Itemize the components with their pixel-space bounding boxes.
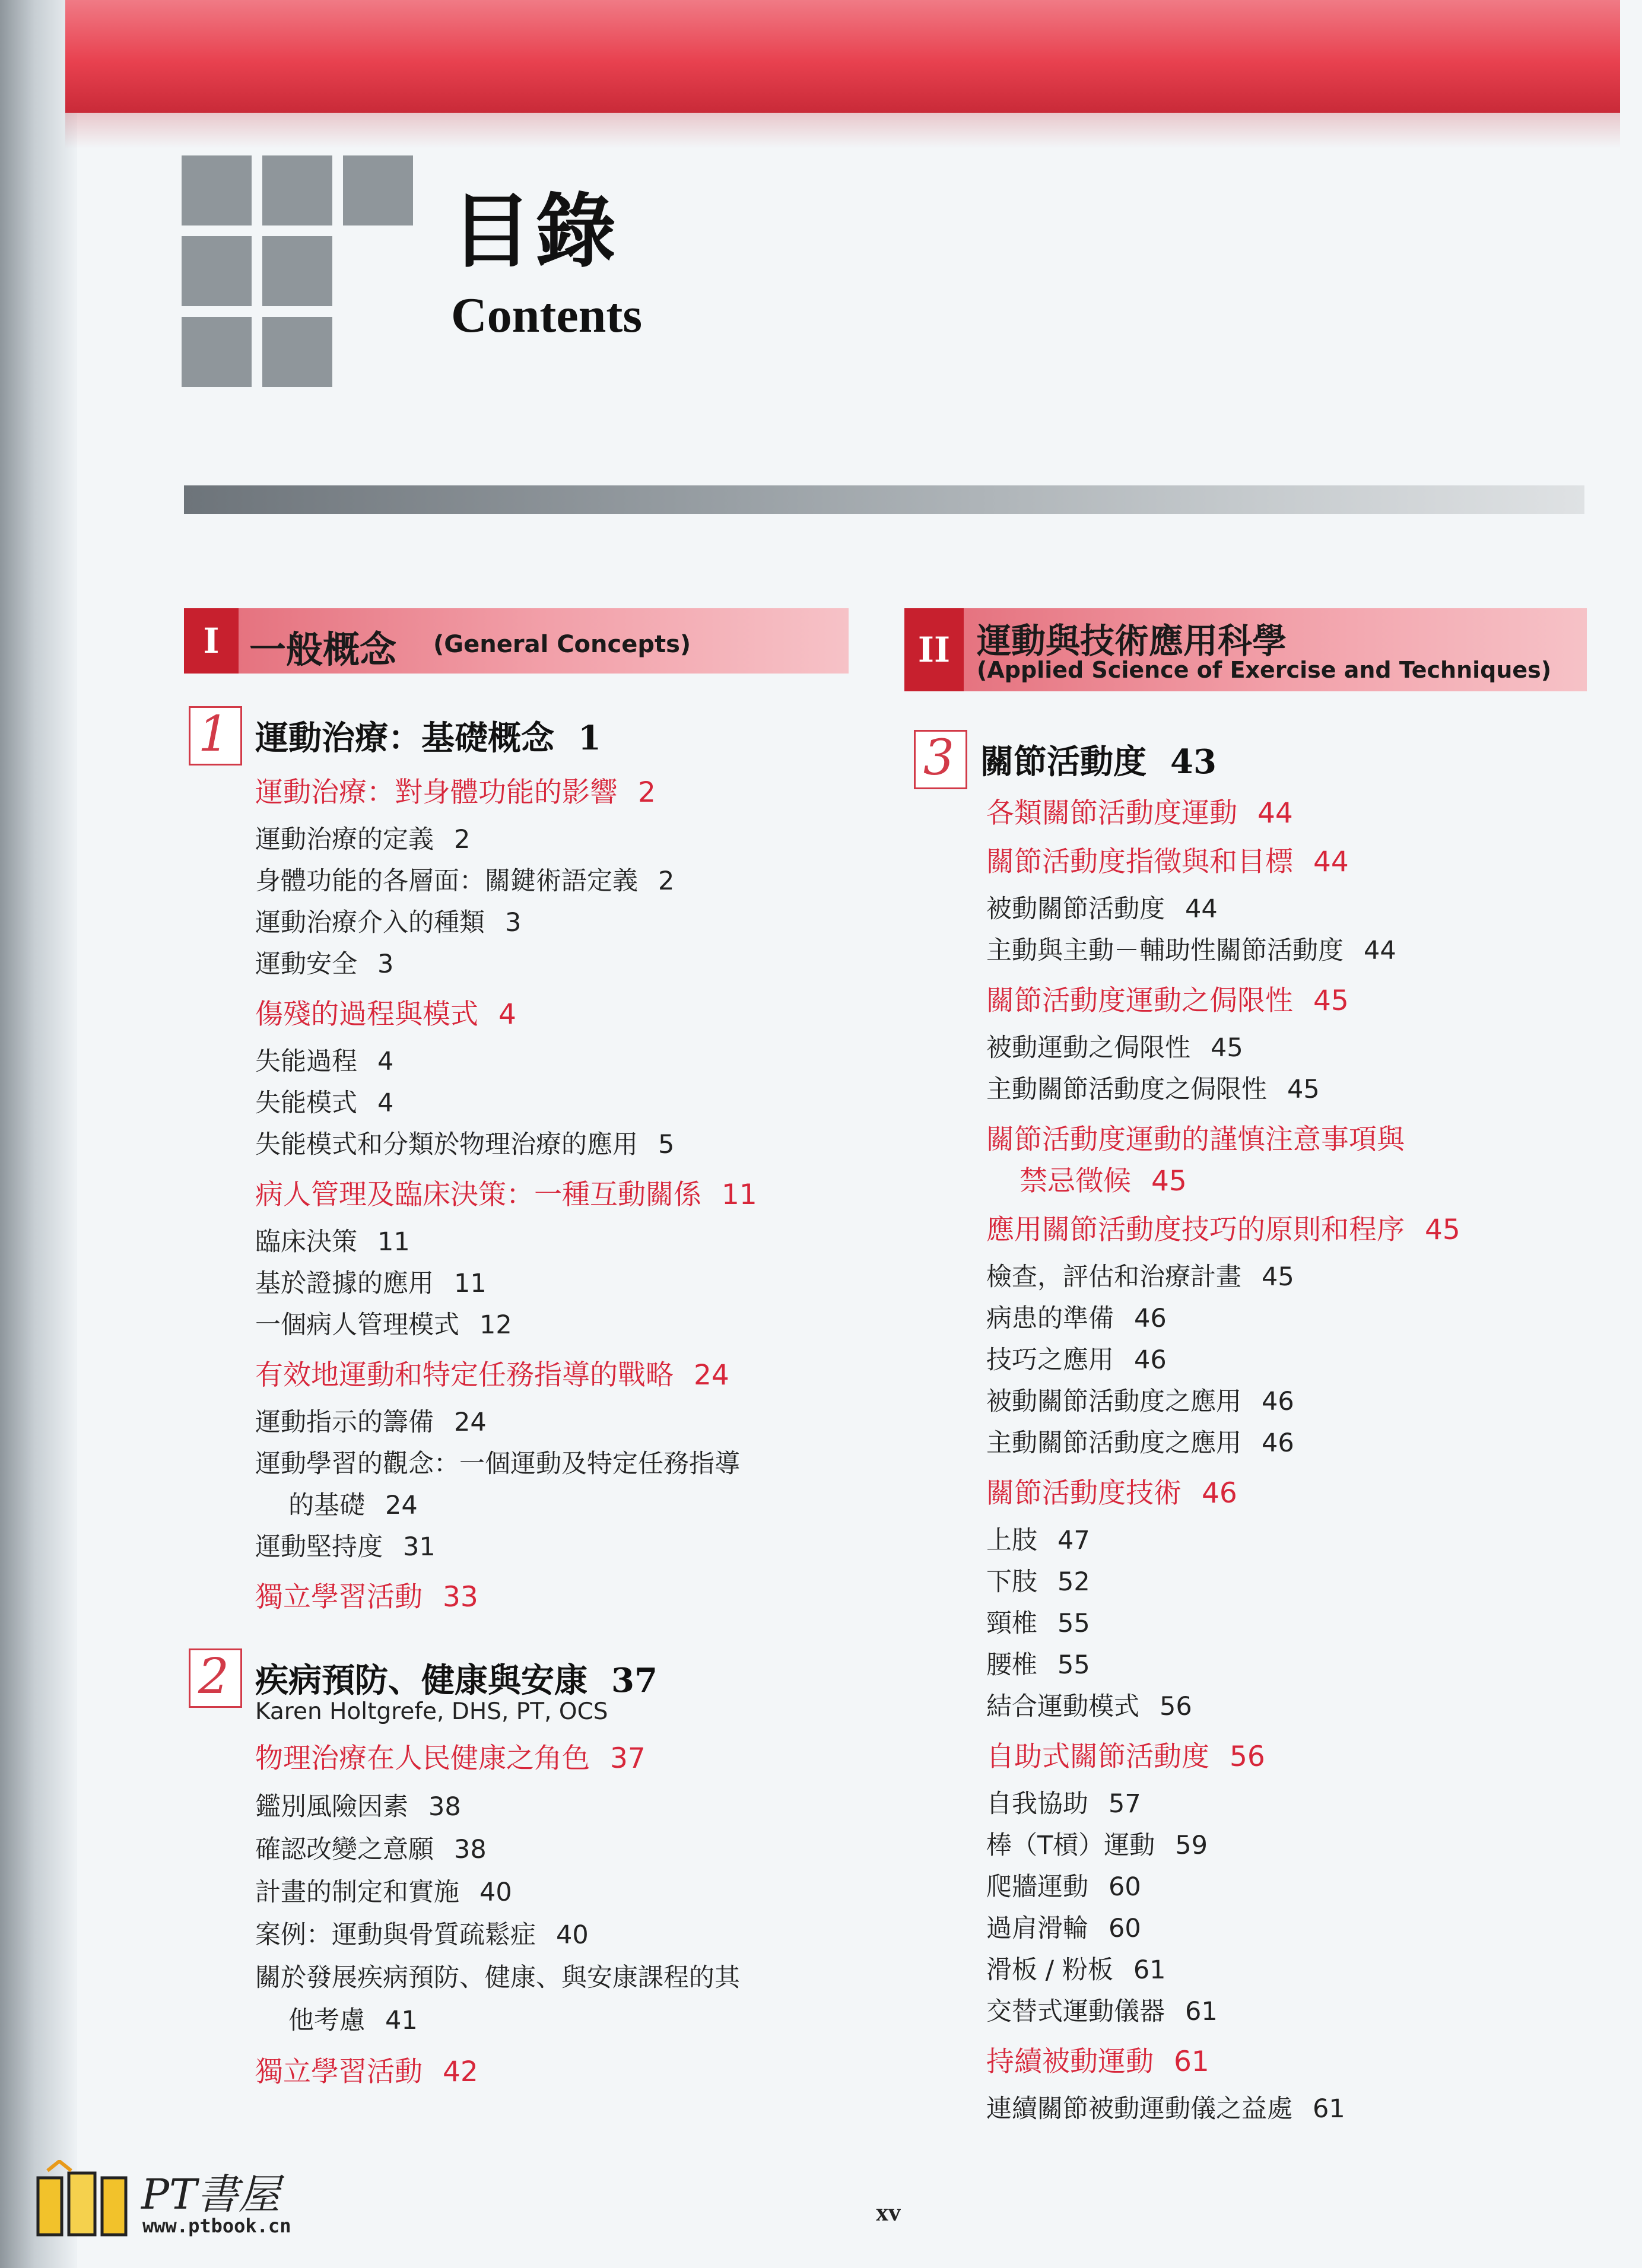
toc-subsection-entry[interactable] (255, 910, 521, 936)
chapter-heading-1 (189, 706, 841, 765)
toc-subsection-entry[interactable] (255, 1310, 512, 1340)
entry-page-number: 45 (1151, 1165, 1187, 1197)
toc-subsection-entry[interactable] (986, 1650, 1090, 1680)
entry-title: 傷殘的過程與模式 (255, 998, 478, 1031)
entry-title: 運動治療：對身體功能的影響 (255, 776, 618, 809)
toc-subsection-entry[interactable] (986, 1872, 1141, 1902)
entry-title: 病患的準備 (986, 1304, 1114, 1333)
entry-title: 應用關節活動度技巧的原則和程序 (986, 1214, 1405, 1246)
toc-subsection-entry[interactable] (986, 1077, 1320, 1103)
toc-section-heading[interactable] (255, 1583, 478, 1611)
logo-brand-text: PT書屋 (141, 2170, 280, 2219)
entry-title: 關節活動度指徵與和目標 (986, 846, 1293, 878)
part-number: II (904, 608, 964, 691)
toc-subsection-entry[interactable] (986, 1306, 1167, 1332)
chapter-heading-3 (914, 730, 1567, 789)
chapter-title: 關節活動度 (980, 742, 1146, 782)
entry-page-number: 4 (377, 1088, 394, 1118)
entry-title: 被動運動之侷限性 (986, 1033, 1190, 1063)
entry-page-number: 44 (1257, 797, 1293, 830)
entry-title: 臨床決策 (255, 1227, 357, 1257)
toc-section-heading[interactable] (986, 848, 1349, 876)
toc-subsection-entry[interactable] (288, 2008, 418, 2034)
entry-page-number: 3 (505, 908, 522, 938)
entry-page-number: 61 (1185, 1997, 1218, 2026)
toc-subsection-entry[interactable] (986, 894, 1218, 924)
entry-title: 禁忌徵候 (1019, 1165, 1131, 1197)
entry-title: 運動安全 (255, 949, 357, 979)
entry-page-number: 40 (479, 1878, 512, 1907)
toc-subsection-entry[interactable] (255, 1451, 740, 1477)
entry-page-number: 31 (403, 1532, 436, 1562)
toc-subsection-entry[interactable] (255, 1088, 394, 1118)
entry-page-number: 60 (1109, 1872, 1141, 1902)
toc-subsection-entry[interactable] (255, 1880, 512, 1905)
entry-page-number: 2 (454, 825, 471, 855)
toc-subsection-entry[interactable] (986, 1262, 1294, 1292)
chapter-title-line (255, 712, 601, 760)
entry-title: 滑板 / 粉板 (986, 1955, 1113, 1985)
toc-section-heading[interactable] (255, 1742, 646, 1775)
entry-page-number: 56 (1230, 1740, 1265, 1773)
part-heading-i (184, 608, 849, 674)
entry-title: 下肢 (986, 1567, 1037, 1597)
entry-page-number: 41 (385, 2006, 418, 2035)
entry-page-number: 45 (1262, 1262, 1294, 1292)
chapter-title-line (980, 736, 1217, 783)
part-subtitle: (Applied Science of Exercise and Techniques) (977, 657, 1552, 683)
books-icon (36, 2160, 131, 2237)
toc-subsection-entry[interactable] (255, 1965, 740, 1991)
entry-title: 失能模式 (255, 1088, 357, 1118)
entry-title: 運動治療的定義 (255, 825, 434, 855)
toc-subsection-entry[interactable] (986, 1694, 1192, 1720)
entry-title: 運動指示的籌備 (255, 1408, 434, 1437)
toc-section-heading[interactable] (986, 984, 1349, 1017)
entry-title: 一個病人管理模式 (255, 1310, 459, 1340)
entry-title: 技巧之應用 (986, 1345, 1114, 1375)
toc-subsection-entry[interactable] (255, 1794, 461, 1820)
toc-subsection-entry[interactable] (255, 1271, 487, 1297)
toc-section-heading[interactable] (986, 2045, 1209, 2078)
toc-subsection-entry[interactable] (986, 1611, 1090, 1637)
toc-subsection-entry[interactable] (255, 1837, 487, 1863)
entry-page-number: 60 (1109, 1914, 1141, 1943)
entry-page-number: 61 (1313, 2094, 1345, 2124)
entry-title: 被動關節活動度之應用 (986, 1387, 1241, 1416)
toc-section-heading[interactable] (255, 2058, 478, 2086)
entry-title: 失能模式和分類於物理治療的應用 (255, 1130, 638, 1160)
entry-page-number: 52 (1057, 1567, 1090, 1597)
entry-page-number: 38 (428, 1792, 461, 1822)
chapter-author: Karen Holtgrefe, DHS, PT, OCS (255, 1698, 608, 1725)
decorative-square-grid (182, 155, 413, 399)
header-color-band (65, 0, 1620, 113)
page-number: xv (876, 2199, 901, 2226)
entry-page-number: 44 (1313, 846, 1349, 878)
entry-page-number: 11 (377, 1227, 410, 1257)
entry-title: 關節活動度運動之侷限性 (986, 984, 1293, 1017)
entry-page-number: 46 (1262, 1428, 1294, 1458)
entry-title: 持續被動運動 (986, 2045, 1154, 2078)
toc-subsection-entry[interactable] (255, 1049, 393, 1075)
toc-subsection-entry[interactable] (986, 1567, 1090, 1597)
entry-page-number: 24 (385, 1491, 418, 1520)
toc-section-heading[interactable] (986, 1216, 1460, 1244)
toc-subsection-entry[interactable] (986, 1345, 1167, 1375)
entry-page-number: 46 (1134, 1304, 1167, 1333)
entry-title: 關節活動度運動的謹慎注意事項與 (986, 1123, 1405, 1156)
toc-section-heading[interactable] (255, 1181, 757, 1209)
toc-subsection-entry[interactable] (255, 1410, 487, 1435)
entry-title: 運動治療介入的種類 (255, 908, 485, 938)
toc-subsection-entry[interactable] (986, 2094, 1345, 2124)
toc-section-heading[interactable] (986, 1740, 1265, 1773)
entry-page-number: 12 (479, 1310, 512, 1340)
entry-page-number: 3 (377, 949, 394, 979)
toc-section-heading[interactable] (986, 1477, 1237, 1510)
page-title-english: Contents (451, 288, 643, 343)
logo-url-text: www.ptbook.cn (142, 2215, 291, 2237)
entry-page-number: 46 (1262, 1387, 1294, 1416)
publisher-logo (36, 2148, 368, 2249)
entry-title: 確認改變之意願 (255, 1835, 434, 1864)
toc-subsection-entry[interactable] (288, 1493, 418, 1519)
entry-title: 連續關節被動運動儀之益處 (986, 2094, 1292, 2124)
entry-title: 上肢 (986, 1526, 1037, 1555)
entry-title: 計畫的制定和實施 (255, 1878, 459, 1907)
entry-page-number: 37 (610, 1742, 646, 1775)
entry-title: 失能過程 (255, 1047, 357, 1076)
toc-subsection-entry[interactable] (986, 1389, 1294, 1415)
chapter-number: 1 (198, 706, 230, 763)
entry-title: 腰椎 (986, 1650, 1037, 1680)
toc-subsection-entry[interactable] (986, 1035, 1243, 1061)
entry-page-number: 45 (1425, 1214, 1460, 1246)
header-band-fade (65, 113, 1620, 148)
part-number: I (184, 608, 239, 674)
entry-title: 自我協助 (986, 1789, 1088, 1819)
toc-subsection-entry[interactable] (986, 1833, 1208, 1859)
chapter-number: 2 (198, 1648, 230, 1705)
page-title: 目錄 (451, 184, 620, 279)
chapter-page: 37 (611, 1661, 658, 1700)
entry-page-number: 45 (1287, 1075, 1320, 1104)
toc-subsection-entry[interactable] (255, 1920, 589, 1950)
toc-section-heading[interactable] (255, 776, 656, 809)
entry-title: 運動堅持度 (255, 1532, 383, 1562)
part-title: 一般概念 (249, 628, 397, 671)
entry-page-number: 2 (658, 866, 675, 896)
entry-page-number: 61 (1174, 2045, 1209, 2078)
toc-subsection-entry[interactable] (986, 1428, 1294, 1458)
toc-subsection-entry[interactable] (986, 1528, 1090, 1554)
entry-page-number: 24 (694, 1359, 729, 1392)
entry-page-number: 55 (1057, 1650, 1090, 1680)
entry-title: 獨立學習活動 (255, 1581, 423, 1613)
entry-page-number: 24 (454, 1408, 487, 1437)
entry-title: 結合運動模式 (986, 1692, 1139, 1721)
toc-subsection-entry[interactable] (255, 1227, 410, 1257)
entry-page-number: 55 (1057, 1609, 1090, 1638)
entry-page-number: 45 (1211, 1033, 1243, 1063)
entry-title: 案例：運動與骨質疏鬆症 (255, 1920, 536, 1950)
entry-page-number: 47 (1057, 1526, 1090, 1555)
toc-section-heading[interactable] (255, 1359, 729, 1392)
part-subtitle: (General Concepts) (433, 631, 691, 658)
entry-page-number: 46 (1134, 1345, 1167, 1375)
entry-page-number: 2 (638, 776, 656, 809)
entry-page-number: 11 (722, 1179, 757, 1211)
entry-page-number: 42 (443, 2056, 478, 2088)
entry-title: 各類關節活動度運動 (986, 797, 1237, 830)
entry-page-number: 33 (443, 1581, 478, 1613)
entry-title: 爬牆運動 (986, 1872, 1088, 1902)
entry-page-number: 38 (454, 1835, 487, 1864)
entry-page-number: 61 (1133, 1955, 1166, 1985)
book-binding-shadow (0, 0, 77, 2268)
part-title: 運動與技術應用科學 (977, 621, 1287, 661)
entry-page-number: 57 (1109, 1789, 1141, 1819)
entry-title: 頸椎 (986, 1609, 1037, 1638)
chapter-title: 運動治療：基礎概念 (255, 719, 554, 758)
entry-title: 被動關節活動度 (986, 894, 1165, 924)
entry-title: 交替式運動儀器 (986, 1997, 1165, 2026)
chapter-page: 43 (1170, 742, 1217, 782)
entry-title: 自助式關節活動度 (986, 1740, 1209, 1773)
toc-subsection-entry[interactable] (255, 827, 470, 853)
chapter-page: 1 (578, 719, 601, 758)
entry-page-number: 44 (1185, 894, 1218, 924)
entry-title: 主動與主動－輔助性關節活動度 (986, 936, 1344, 965)
entry-page-number: 44 (1364, 936, 1396, 965)
entry-title: 過肩滑輪 (986, 1914, 1088, 1943)
title-divider-bar (184, 485, 1584, 514)
entry-page-number: 4 (498, 998, 516, 1031)
entry-page-number: 59 (1175, 1831, 1208, 1860)
entry-title: 基於證據的應用 (255, 1269, 434, 1298)
toc-subsection-entry[interactable] (255, 1532, 436, 1562)
toc-subsection-entry[interactable] (255, 866, 675, 896)
toc-section-heading[interactable] (255, 998, 516, 1031)
entry-title: 主動關節活動度之侷限性 (986, 1075, 1267, 1104)
entry-title: 的基礎 (288, 1491, 365, 1520)
part-heading-ii (904, 608, 1587, 691)
entry-page-number: 40 (556, 1920, 589, 1950)
toc-subsection-entry[interactable] (986, 1791, 1141, 1817)
entry-page-number: 11 (454, 1269, 487, 1298)
toc-subsection-entry[interactable] (255, 949, 394, 979)
entry-title: 運動學習的觀念：一個運動及特定任務指導 (255, 1449, 740, 1479)
entry-title: 病人管理及臨床決策：一種互動關係 (255, 1179, 701, 1211)
chapter-title: 疾病預防、健康與安康 (255, 1661, 587, 1700)
chapter-number: 3 (923, 729, 955, 786)
chapter-title-line (255, 1654, 658, 1702)
toc-subsection-entry[interactable] (986, 938, 1396, 964)
entry-page-number: 46 (1202, 1477, 1237, 1510)
entry-title: 關節活動度技術 (986, 1477, 1182, 1510)
toc-section-heading[interactable] (986, 1123, 1405, 1156)
toc-subsection-entry[interactable] (986, 1999, 1218, 2025)
entry-title: 主動關節活動度之應用 (986, 1428, 1241, 1458)
entry-title: 獨立學習活動 (255, 2056, 423, 2088)
entry-title: 有效地運動和特定任務指導的戰略 (255, 1359, 674, 1392)
entry-title: 棒（T槓）運動 (986, 1831, 1155, 1860)
toc-section-heading[interactable] (986, 797, 1293, 830)
entry-title: 關於發展疾病預防、健康、與安康課程的其 (255, 1963, 740, 1993)
entry-title: 檢查，評估和治療計畫 (986, 1262, 1241, 1292)
toc-subsection-entry[interactable] (986, 1916, 1141, 1942)
entry-page-number: 45 (1313, 984, 1349, 1017)
toc-section-heading[interactable] (1019, 1167, 1187, 1195)
entry-title: 鑑別風險因素 (255, 1792, 408, 1822)
entry-page-number: 4 (377, 1047, 394, 1076)
entry-title: 他考慮 (288, 2006, 365, 2035)
entry-page-number: 5 (658, 1130, 675, 1160)
entry-title: 身體功能的各層面：關鍵術語定義 (255, 866, 638, 896)
toc-subsection-entry[interactable] (255, 1132, 674, 1158)
toc-subsection-entry[interactable] (986, 1955, 1166, 1985)
entry-page-number: 56 (1160, 1692, 1192, 1721)
entry-title: 物理治療在人民健康之角色 (255, 1742, 590, 1775)
